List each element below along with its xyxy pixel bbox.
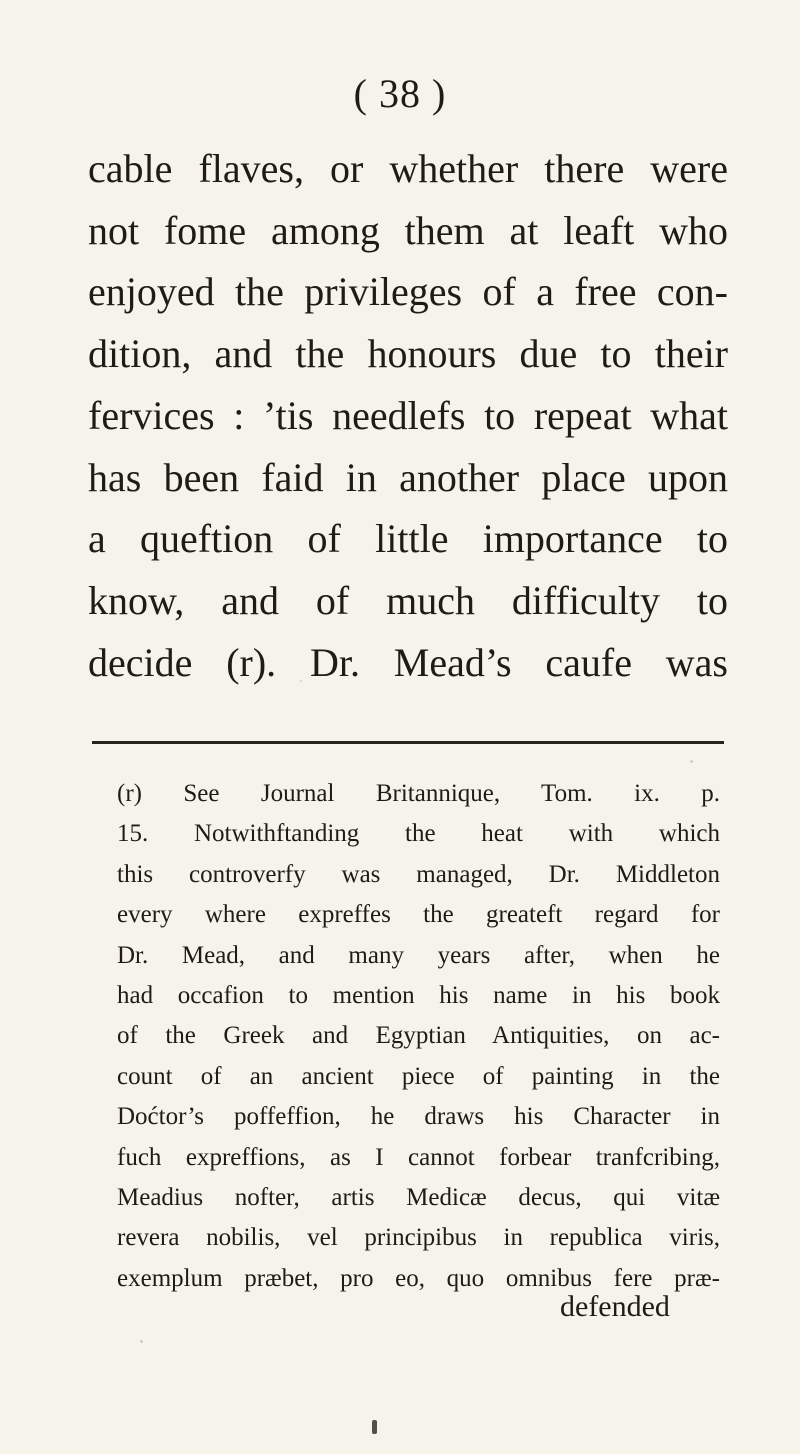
body-line: dition, and the honours due to their bbox=[88, 331, 728, 377]
body-line: enjoyed the privileges of a free con- bbox=[88, 269, 728, 315]
footnote-line: this controverfy was managed, Dr. Middleton bbox=[117, 860, 720, 888]
body-line: cable flaves, or whether there were bbox=[88, 146, 728, 191]
catchword: defended bbox=[560, 1290, 670, 1323]
paper-speck bbox=[140, 1340, 143, 1343]
footnote-line: exemplum præbet, pro eo, quo omnibus fere præ- bbox=[117, 1264, 720, 1292]
footnote-line: Meadius nofter, artis Medicæ decus, qui vitæ bbox=[117, 1184, 720, 1212]
body-line: decide (r). Dr. Mead’s caufe was bbox=[88, 639, 728, 685]
printer-mark bbox=[372, 1420, 377, 1434]
footnote bbox=[117, 774, 720, 1299]
page-number: ( 38 ) bbox=[353, 71, 447, 116]
footnote-line: revera nobilis, vel principibus in republica viris, bbox=[117, 1224, 720, 1252]
footnote-line: every where expreffes the greateft regard for bbox=[117, 901, 720, 929]
body-line: a queftion of little importance to bbox=[88, 516, 728, 562]
footnote-divider bbox=[92, 741, 724, 744]
body-line: not fome among them at leaft who bbox=[88, 207, 728, 253]
body-line: has been faid in another place upon bbox=[88, 454, 728, 500]
footnote-line: count of an ancient piece of painting in the bbox=[117, 1062, 720, 1090]
paper-speck bbox=[300, 680, 302, 682]
footnote-line: had occafion to mention his name in his book bbox=[117, 982, 720, 1010]
footnote-line: Dr. Mead, and many years after, when he bbox=[117, 941, 720, 969]
footnote-line: 15. Notwithftanding the heat with which bbox=[117, 820, 720, 848]
footnote-line: (r) See Journal Britannique, Tom. ix. p. bbox=[117, 780, 720, 807]
body-text bbox=[88, 138, 728, 693]
footnote-line: of the Greek and Egyptian Antiquities, on ac- bbox=[117, 1022, 720, 1050]
body-line: know, and of much difficulty to bbox=[88, 577, 728, 623]
footnote-line: fuch expreffions, as I cannot forbear tranfcribing, bbox=[117, 1143, 720, 1171]
paper-speck bbox=[690, 760, 693, 763]
body-line: fervices : ’tis needlefs to repeat what bbox=[88, 392, 728, 438]
footnote-line: Doćtor’s poffeffion, he draws his Character in bbox=[117, 1103, 720, 1131]
